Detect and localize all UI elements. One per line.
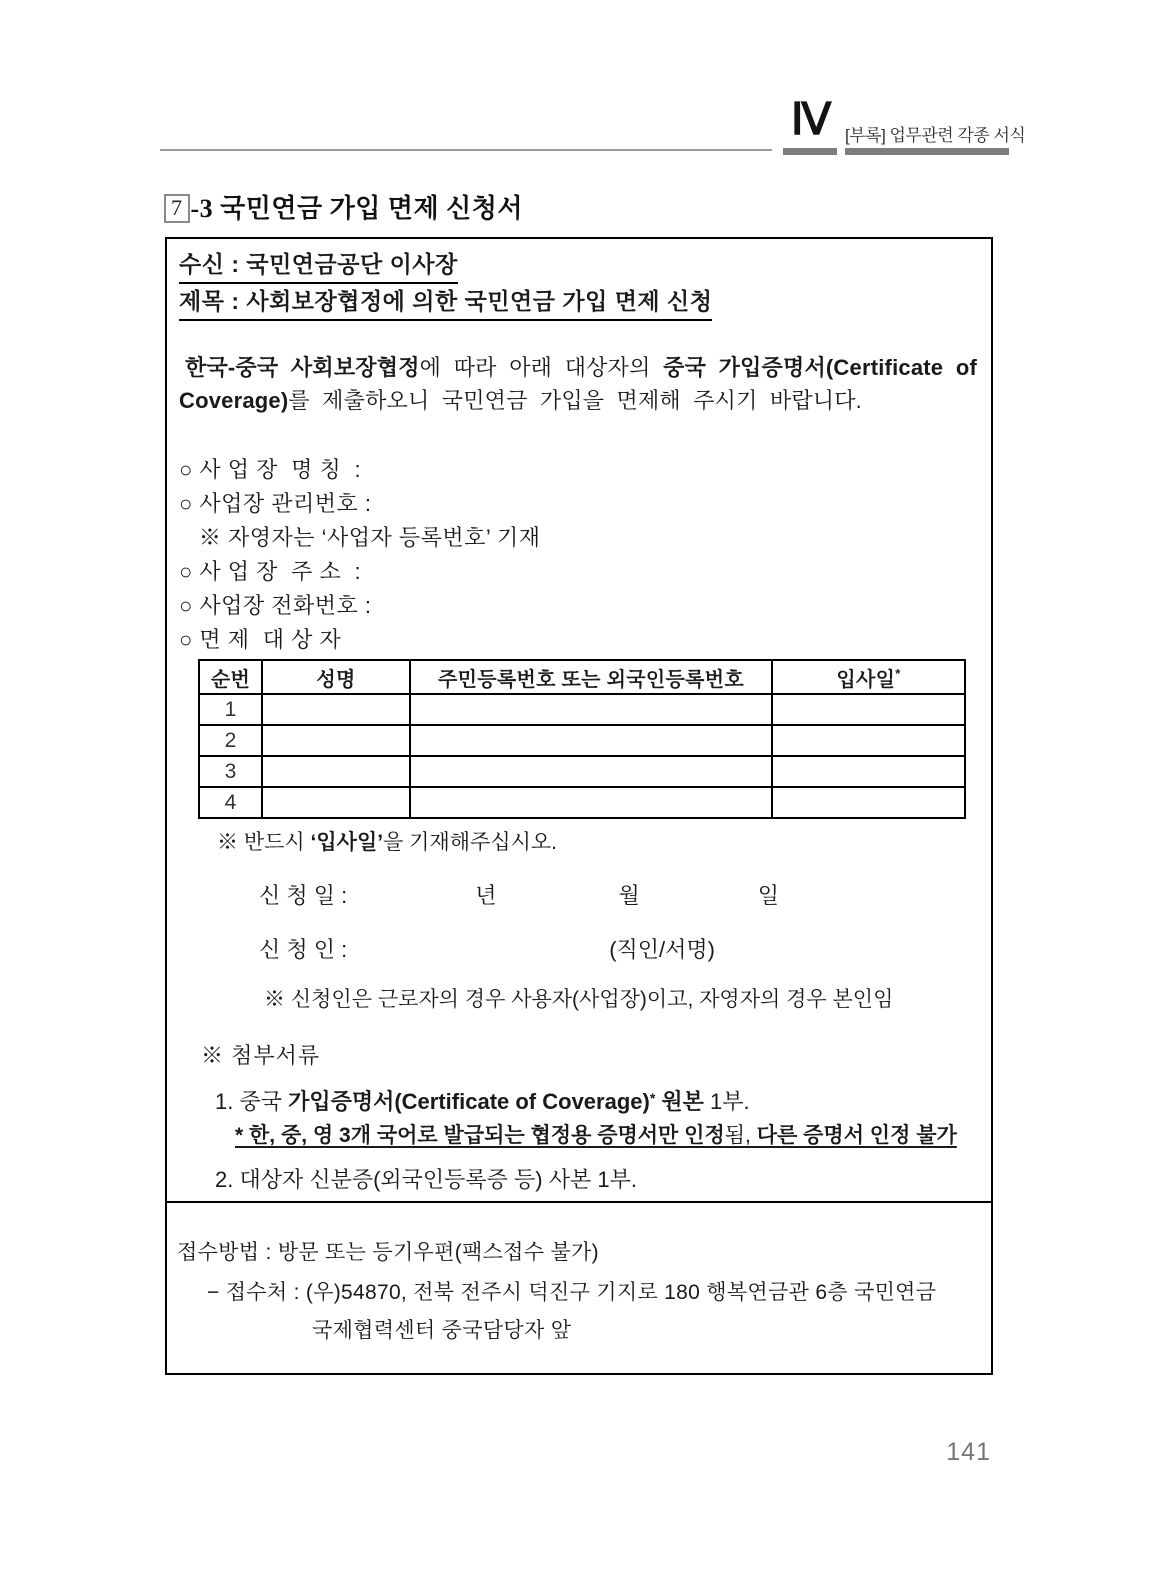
table-row (199, 694, 965, 725)
application-date-row (259, 879, 977, 913)
month-label: 월 (618, 883, 640, 908)
cell-date (772, 694, 965, 725)
application-date-label: 신 청 일 : (259, 883, 348, 908)
title-number-badge: 7 (164, 194, 190, 223)
form-box-footer (167, 1203, 991, 1373)
cell-no: 2 (199, 725, 262, 756)
subject-row (179, 284, 977, 321)
cell-name (262, 694, 410, 725)
page-title (164, 188, 523, 225)
note-hire-date-required: ※ 반드시 ‘입사일’을 기재해주십시오. (217, 831, 558, 854)
field-mgmt-number-note: ※ 자영자는 ‘사업자 등록번호’ 기재 (179, 525, 541, 550)
receipt-address-line2: 국제협력센터 중국담당자 앞 (312, 1319, 572, 1342)
section-label-underline (845, 148, 1009, 155)
cell-no: 4 (199, 787, 262, 818)
attachment-item-1: 1. 중국 가입증명서(Certificate of Coverage)* 원본 1부. (215, 1089, 750, 1114)
cell-id (410, 756, 772, 787)
cell-no: 3 (199, 756, 262, 787)
date-header-asterisk: * (895, 665, 901, 681)
field-mgmt-number: ○ 사업장 관리번호 : (179, 491, 372, 516)
applicant-row (259, 933, 977, 967)
table-row (199, 756, 965, 787)
section-numeral: Ⅳ (790, 95, 832, 144)
form-box (165, 237, 993, 1375)
cell-id (410, 725, 772, 756)
note-hire-date-bold: ‘입사일’ (310, 831, 384, 854)
table-row (199, 725, 965, 756)
exempt-persons-table (198, 659, 966, 819)
cell-name (262, 787, 410, 818)
attachment-1-asterisk: * (649, 1090, 656, 1106)
field-workplace-phone: ○ 사업장 전화번호 : (179, 593, 372, 618)
field-workplace-name: ○ 사 업 장 명 칭 : (179, 457, 362, 482)
note-applicant: ※ 신청인은 근로자의 경우 사용자(사업장)이고, 자영자의 경우 본인임 (264, 988, 894, 1011)
field-exempt-persons: ○ 면 제 대 상 자 (179, 627, 342, 652)
section-numeral-underline (783, 148, 837, 155)
cell-date (772, 756, 965, 787)
recipient-row (179, 247, 977, 284)
workplace-fields (179, 453, 977, 657)
intro-bold-agreement: 한국-중국 사회보장협정 (185, 355, 420, 380)
section-label: [부록] 업무관련 각종 서식 (845, 126, 1026, 145)
cell-id (410, 787, 772, 818)
day-label: 일 (757, 883, 780, 908)
col-header-date: 입사일* (772, 660, 965, 694)
table-row (199, 787, 965, 818)
year-label: 년 (475, 883, 497, 908)
attachment-1-bold: 가입증명서(Certificate of Coverage) (288, 1089, 650, 1114)
form-box-main (167, 239, 991, 1203)
subject-line: 제목 : 사회보장협정에 의한 국민연금 가입 면제 신청 (179, 284, 712, 321)
col-header-id: 주민등록번호 또는 외국인등록번호 (410, 660, 772, 694)
col-header-no: 순번 (199, 660, 262, 694)
header-rule (160, 149, 772, 151)
receipt-address-line1: − 접수처 : (우)54870, 전북 전주시 덕진구 기지로 180 행복연금관 6층 국민연금 (207, 1281, 937, 1304)
attachment-1-note: * 한, 중, 영 3개 국어로 발급되는 협정용 증명서만 인정됨, 다른 증명서 인정 불가 (235, 1124, 957, 1147)
field-workplace-address: ○ 사 업 장 주 소 : (179, 559, 362, 584)
cell-date (772, 725, 965, 756)
intro-bold-certificate: 중국 가입증명서(Certificate of Coverage) (179, 355, 977, 413)
cell-name (262, 756, 410, 787)
recipient-line: 수신 : 국민연금공단 이사장 (179, 247, 458, 284)
cell-name (262, 725, 410, 756)
applicant-label: 신 청 인 : (259, 937, 348, 962)
title-text: -3 국민연금 가입 면제 신청서 (190, 194, 523, 223)
cell-date (772, 787, 965, 818)
page-number: 141 (946, 1438, 991, 1466)
seal-signature-label: (직인/서명) (609, 937, 715, 962)
cell-no: 1 (199, 694, 262, 725)
intro-paragraph: 한국-중국 사회보장협정에 따라 아래 대상자의 중국 가입증명서(Certificate of Coverage)를 제출하오니 국민연금 가입을 면제해 주시기 바랍니다. (179, 355, 977, 413)
table-header-row (199, 660, 965, 694)
attachments-title: ※ 첨부서류 (201, 1043, 321, 1068)
cell-id (410, 694, 772, 725)
attachment-item-2: 2. 대상자 신분증(외국인등록증 등) 사본 1부. (215, 1167, 637, 1192)
col-header-name: 성명 (262, 660, 410, 694)
receipt-method-line: 접수방법 : 방문 또는 등기우편(팩스접수 불가) (177, 1241, 599, 1264)
